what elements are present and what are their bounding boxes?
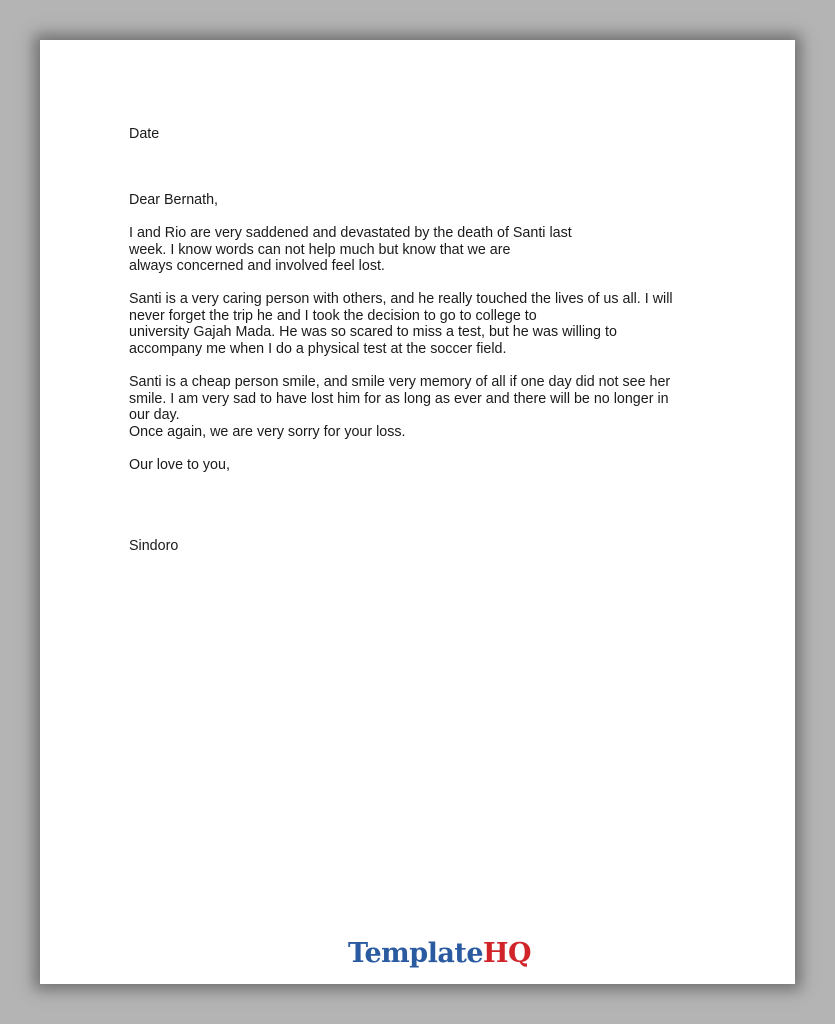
paragraph-line: our day. <box>129 407 180 423</box>
paragraph-line: university Gajah Mada. He was so scared to miss a test, but he was willing to <box>129 324 617 340</box>
date-line: Date <box>129 126 160 142</box>
paragraph-3 <box>129 374 670 440</box>
salutation: Dear Bernath, <box>129 192 219 208</box>
paragraph-line: week. I know words can not help much but know that we are <box>129 241 511 258</box>
letter-page <box>40 40 795 984</box>
paragraph-line: Once again, we are very sorry for your loss. <box>129 423 406 440</box>
paragraph-line: accompany me when I do a physical test at the soccer field. <box>129 340 507 357</box>
logo-text-template: Template <box>348 938 484 969</box>
signature: Sindoro <box>129 538 179 554</box>
paragraph-line: Santi is a cheap person smile, and smile very memory of all if one day did not see her <box>129 374 671 390</box>
logo-text-hq: HQ <box>483 938 532 969</box>
paragraph-1 <box>129 225 572 275</box>
paragraph-line: smile. I am very sad to have lost him for as long as ever and there will be no longer in <box>129 390 669 407</box>
paragraph-line: Santi is a very caring person with others, and he really touched the lives of us all. I will <box>129 291 673 307</box>
paragraph-line: always concerned and involved feel lost. <box>129 258 385 274</box>
paragraph-2 <box>129 291 673 357</box>
paragraph-line: I and Rio are very saddened and devastated by the death of Santi last <box>129 225 572 241</box>
paragraph-line: never forget the trip he and I took the decision to go to college to <box>129 307 537 324</box>
closing-line: Our love to you, <box>129 457 230 473</box>
templatehq-logo <box>348 938 531 969</box>
